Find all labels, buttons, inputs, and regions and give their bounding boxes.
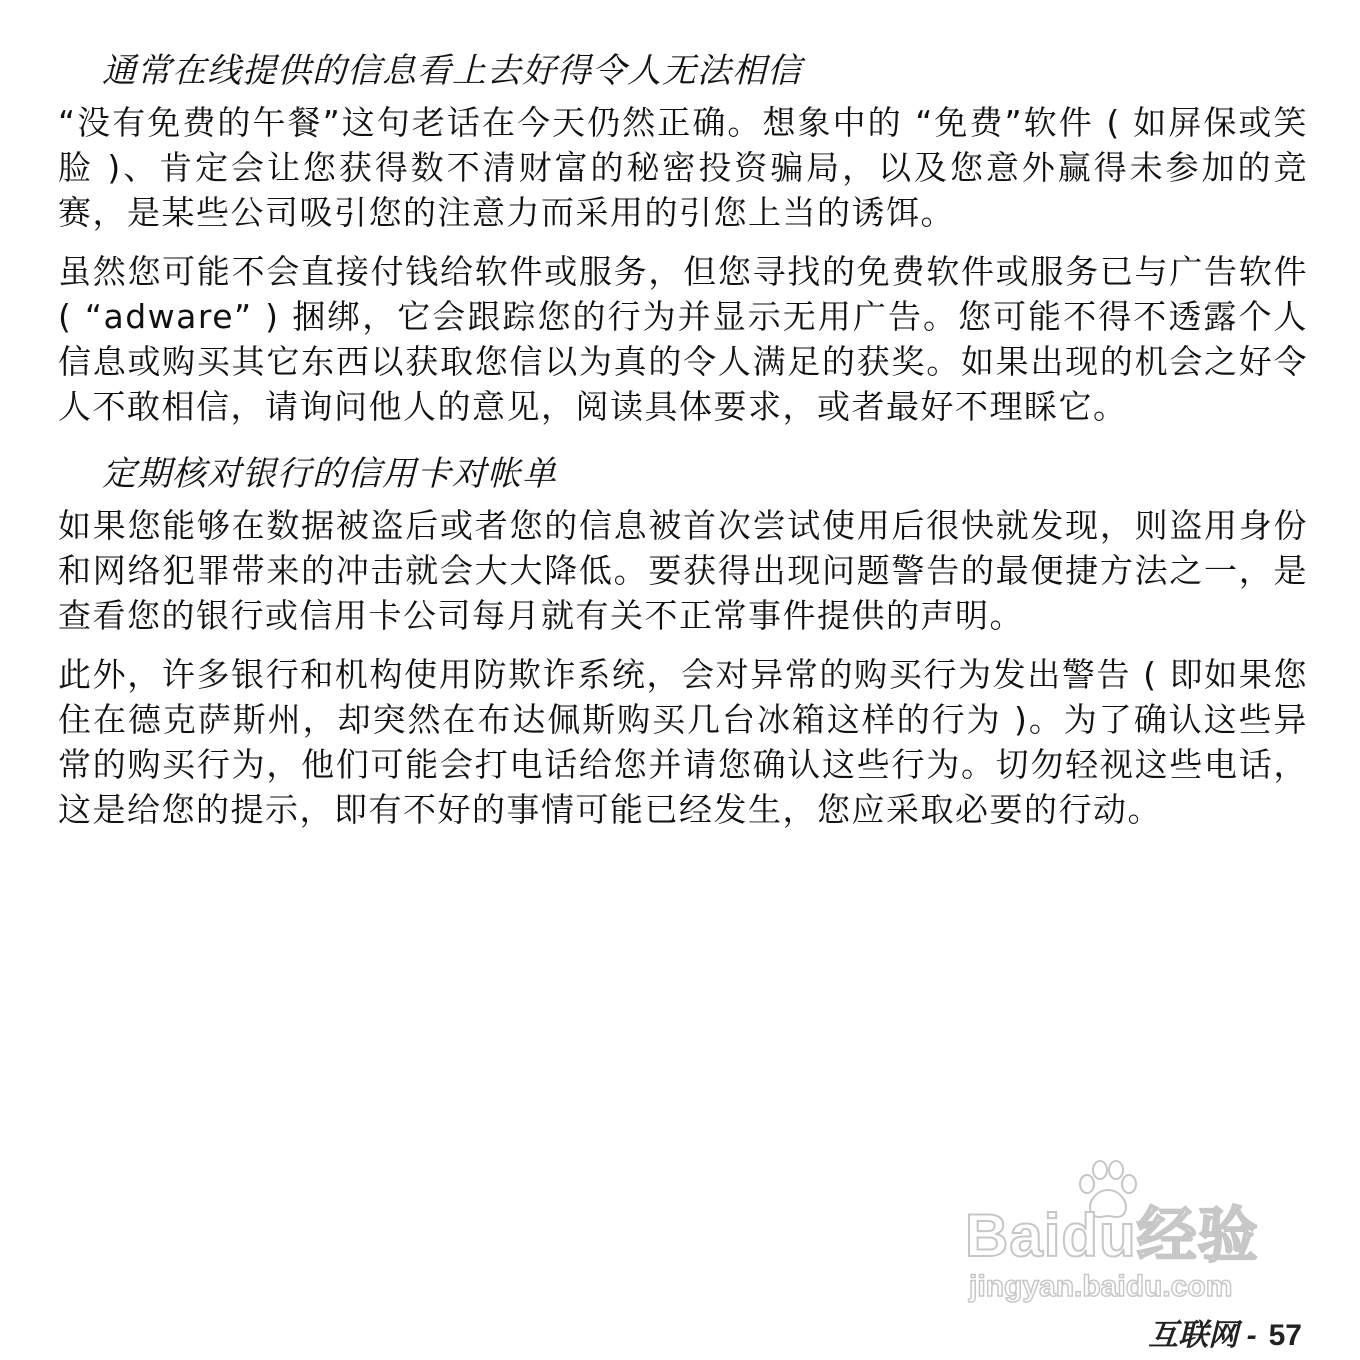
paragraph: 虽然您可能不会直接付钱给软件或服务，但您寻找的免费软件或服务已与广告软件 ( “adware” ) 捆绑，它会跟踪您的行为并显示无用广告。您可能不得不透露个人信息或购买其它东西以获取您信以为真的令人满足的获奖。如果出现的机会之好令人不敢相信，请询问他人的意见，阅读具体要求，或者最好不理睬它。 <box>58 252 1308 426</box>
footer-section-label: 互联网 - <box>1148 1319 1257 1352</box>
watermark-logo: Baidu经验 <box>965 1202 1259 1269</box>
page-footer <box>1148 1310 1302 1354</box>
section-heading: 通常在线提供的信息看上去好得令人无法相信 <box>102 51 802 91</box>
section-heading: 定期核对银行的信用卡对帐单 <box>102 454 557 494</box>
page-number: 57 <box>1268 1319 1302 1352</box>
paragraph: 此外，许多银行和机构使用防欺诈系统，会对异常的购买行为发出警告 ( 即如果您住在德克萨斯州，却突然在布达佩斯购买几台冰箱这样的行为 )。为了确认这些异常的购买行为，他们可能会打电话给您并请您确认这些行为。切勿轻视这些电话，这是给您的提示，即有不好的事情可能已经发生，您应采取必要的行动。 <box>58 655 1308 829</box>
document-body <box>58 48 1308 846</box>
paragraph: “没有免费的午餐”这句老话在今天仍然正确。想象中的 “免费”软件 ( 如屏保或笑脸 )、肯定会让您获得数不清财富的秘密投资骗局，以及您意外赢得未参加的竞赛，是某些公司吸引您的注意力而采用的引您上当的诱饵。 <box>58 103 1308 232</box>
baidu-jingyan-watermark <box>965 1160 1285 1310</box>
paragraph: 如果您能够在数据被盗后或者您的信息被首次尝试使用后很快就发现，则盗用身份和网络犯罪带来的冲击就会大大降低。要获得出现问题警告的最便捷方法之一，是查看您的银行或信用卡公司每月就有关不正常事件提供的声明。 <box>58 506 1308 635</box>
watermark-url: jingyan.baidu.com <box>969 1270 1233 1303</box>
